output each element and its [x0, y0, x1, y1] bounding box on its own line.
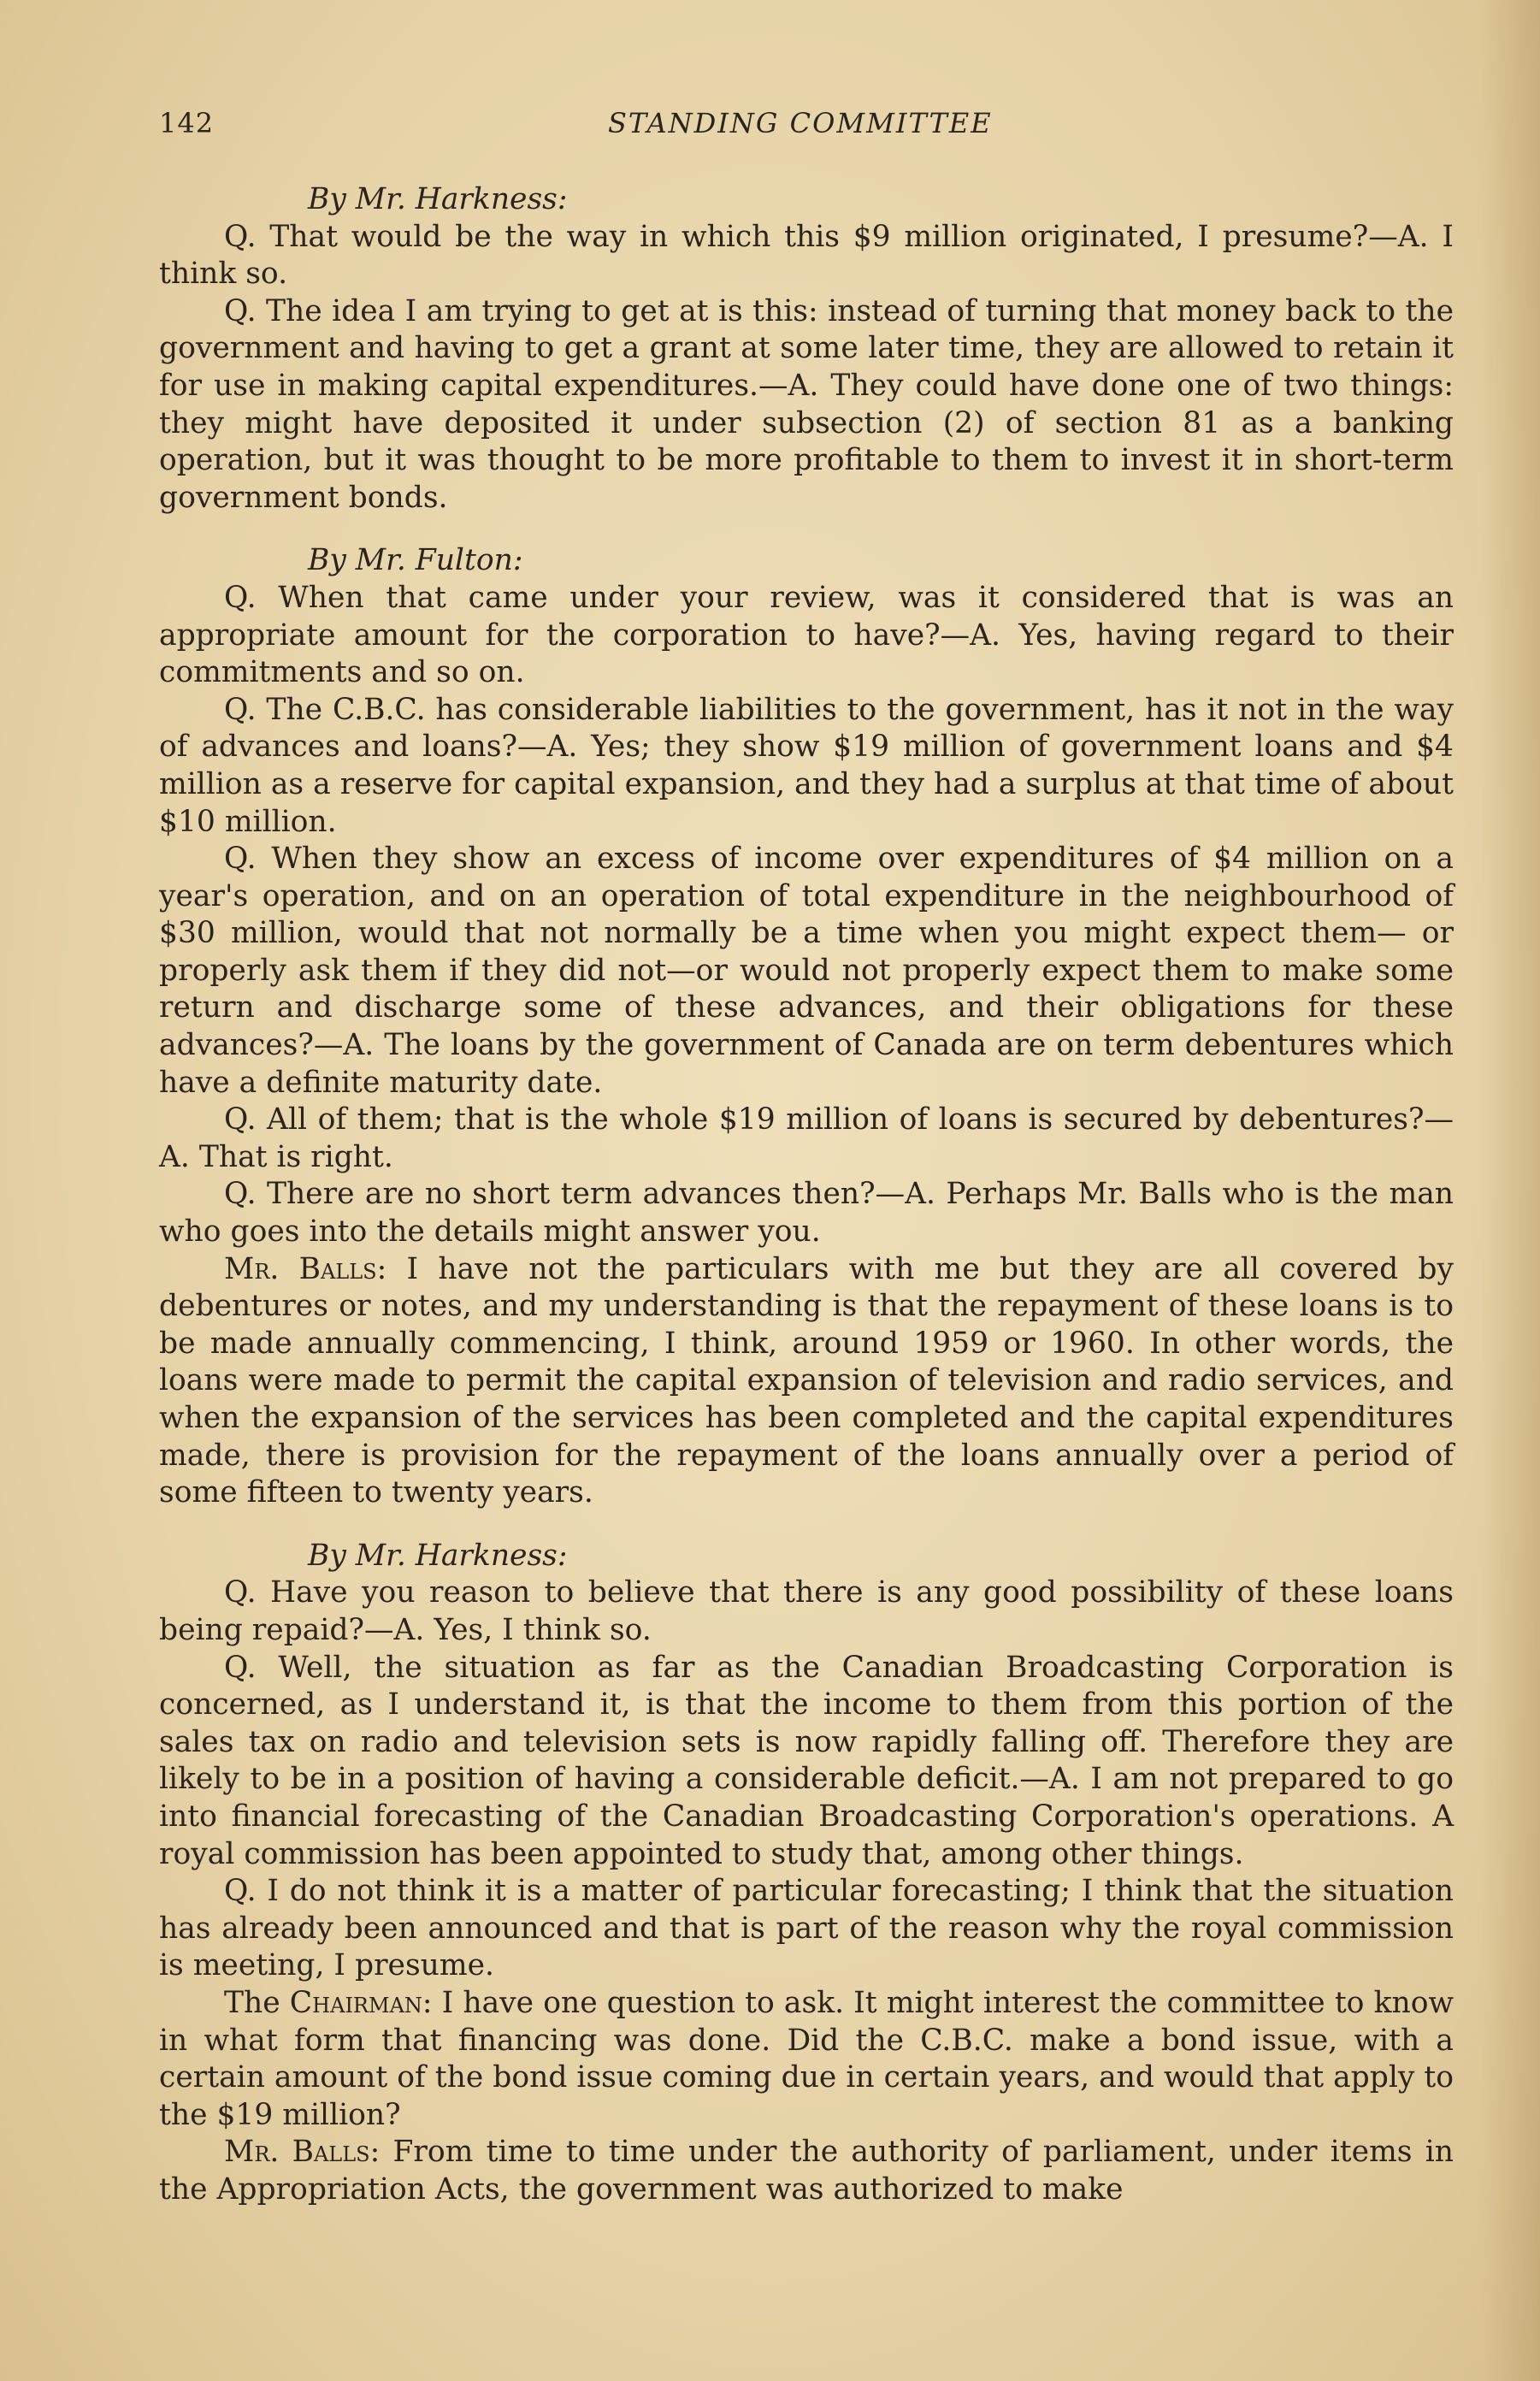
qa-paragraph: Q. There are no short term advances then?—A. Perhaps Mr. Balls who is the man who goes into the details might answer you.: [159, 1177, 1454, 1250]
body-text: [159, 181, 1454, 2208]
speaker-text: : I have one question to ask. It might interest the committee to know in what form that financing was done. Did the C.B.C. make a bond issue, with a certain amount of the bond issue coming due in certain years, and would that apply to the $19 million?: [159, 1985, 1454, 2132]
speaker-text: : I have not the particulars with me but they are all covered by debentures or notes, and my understanding is that the repayment of these loans is to be made annually commencing, I think, around 1959 or 1960. In other words, the loans were made to permit the capital expansion of television and radio services, and when the expansion of the services has been completed and the capital expenditures made, there is provision for the repayment of the loans annually over a period of some fifteen to twenty years.: [159, 1251, 1454, 1510]
running-head: STANDING COMMITTEE: [608, 107, 993, 139]
examiner-heading: By Mr. Fulton:: [308, 543, 523, 578]
qa-paragraph: Q. Have you reason to believe that there is any good possibility of these loans being repaid?—A. Yes, I think so.: [159, 1575, 1454, 1647]
qa-paragraph: Q. When that came under your review, was it considered that is was an appropriate amount for the corporation to have?—A. Yes, having regard to their commitments and so on.: [159, 580, 1454, 690]
qa-paragraph: Q. I do not think it is a matter of particular forecasting; I think that the situation has already been announced and that is part of the reason why the royal commission is meeting, I presume.: [159, 1874, 1454, 1983]
qa-paragraph: Q. The idea I am trying to get at is this: instead of turning that money back to the government and having to get a grant at some later time, they are allowed to retain it for use in making capital expenditures.—A. They could have done one of two things: they might have deposited it under subsection (2) of section 81 as a banking operation, but it was thought to be more profitable to them to invest it in short-term government bonds.: [159, 293, 1454, 515]
speaker-name: Mr. Balls: [224, 2135, 370, 2170]
qa-paragraph: Q. Well, the situation as far as the Canadian Broadcasting Corporation is concerned, as I understand it, is that the income to them from this portion of the sales tax on radio and television sets is now rapidly falling off. Therefore they are likely to be in a position of having a considerable deficit.—A. I am not prepared to go into financial forecasting of the Canadian Broadcasting Corporation's operations. A royal commission has been appointed to study that, among other things.: [159, 1650, 1454, 1871]
examiner-heading: By Mr. Harkness:: [308, 1538, 568, 1573]
examiner-heading: By Mr. Harkness:: [308, 182, 568, 216]
speaker-paragraph: [159, 1985, 1454, 2134]
speaker-paragraph: [159, 1251, 1454, 1512]
speaker-name: Mr. Balls: [224, 1251, 377, 1286]
speaker-prefix: The: [224, 1985, 290, 2020]
speaker-text: : From time to time under the authority of parliament, under items in the Appropriation Acts, the government was authorized to make: [159, 2135, 1454, 2207]
page-header: [159, 107, 1442, 150]
page-edge-shadow: [1480, 0, 1540, 2381]
speaker-name: Chairman: [289, 1985, 422, 2020]
speaker-paragraph: [159, 2134, 1454, 2208]
qa-paragraph: Q. That would be the way in which this $9 million originated, I presume?—A. I think so.: [159, 219, 1454, 292]
qa-paragraph: Q. When they show an excess of income over expenditures of $4 million on a year's operation, and on an operation of total expenditure in the neighbourhood of $30 million, would that not normally be a time when you might expect them— or properly ask them if they did not—or would not properly expect them to make some return and discharge some of these advances, and their obligations for these advances?—A. The loans by the government of Canada are on term debentures which have a definite maturity date.: [159, 842, 1454, 1100]
page-number: 142: [159, 107, 215, 139]
qa-paragraph: Q. All of them; that is the whole $19 million of loans is secured by debentures?—A. That is right.: [159, 1102, 1454, 1174]
qa-paragraph: Q. The C.B.C. has considerable liabilities to the government, has it not in the way of advances and loans?—A. Yes; they show $19 million of government loans and $4 million as a reserve for capital expansion, and they had a surplus at that time of about $10 million.: [159, 692, 1454, 839]
